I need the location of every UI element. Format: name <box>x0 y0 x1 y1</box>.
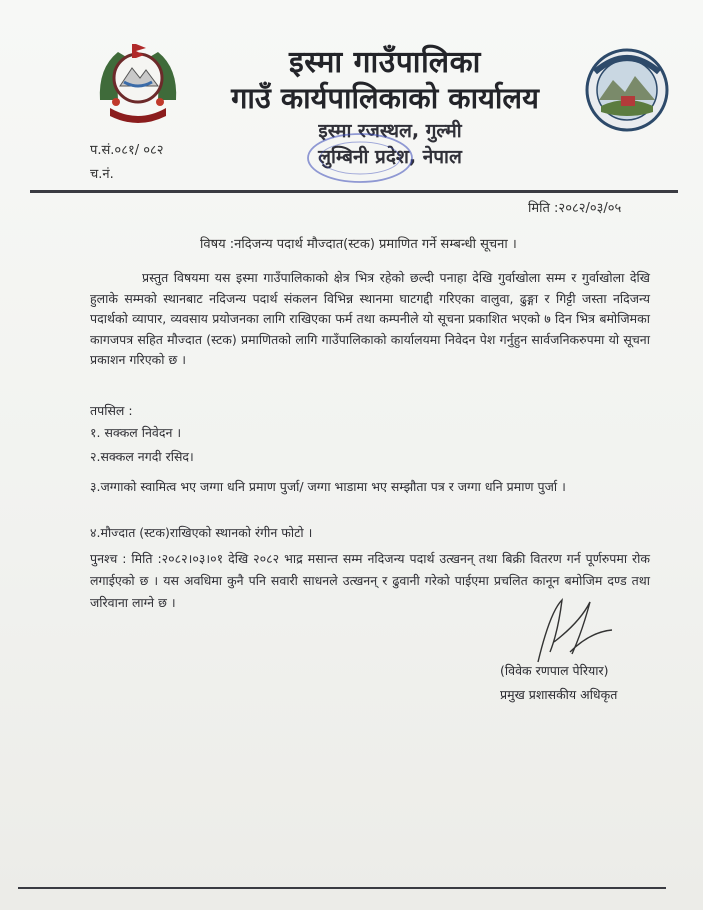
notice-body-text: प्रस्तुत विषयमा यस इस्मा गाउँपालिकाको क्षेत्र भित्र रहेको छल्दी पनाहा देखि गुर्वाखोला सम्म र गुर्वाखोला देखि हुलाके सम्मको स्थानबाट नदिजन्य पदार्थ संकलन विभिन्न स्थानमा घाटगद्दी गरिएका वालुवा, ढुङ्गा र गिट्टी जस्ता नदिजन्य पदार्थको व्यापार, व्यवसाय प्रयोजनका लागि राखिएका फर्म तथा कम्पनीले यो सूचना प्रकाशित भएको ७ दिन भित्र बमोजिमका कागजपत्र सहित मौज्दात (स्टक) प्रमाणितको लागि गाउँपालिकाको कार्यालयमा निवेदन पेश गर्नुहुन सार्वजनिकरुपमा यो सूचना प्रकाशन गरिएको छ । <box>90 270 650 367</box>
list-heading: तपसिल : <box>90 403 133 418</box>
footer-divider <box>18 887 666 889</box>
signatory-name: (विवेक रणपाल पेरियार) <box>500 663 609 678</box>
ismaa-municipality-seal-icon <box>585 48 669 132</box>
list-item: ३.जग्गाको स्वामित्व भए जग्गा धनि प्रमाण पुर्जा/ जग्गा भाडामा भए सम्झौता पत्र र जग्गा धनि प्रमाण पुर्जा । <box>90 479 566 494</box>
address-line-1: इस्मा रजस्थल, गुल्मी <box>318 120 462 142</box>
notice-body <box>90 268 650 371</box>
office-name: गाउँ कार्यपालिकाको कार्यालय <box>231 81 539 115</box>
signatory-title: प्रमुख प्रशासकीय अधिकृत <box>500 687 618 702</box>
reference-number: प.सं.०८१/ ०८२ <box>90 143 164 158</box>
dispatch-number: च.नं. <box>90 167 114 182</box>
address-line-2: लुम्बिनी प्रदेश, नेपाल <box>318 146 462 168</box>
notice-subject: विषय :नदिजन्य पदार्थ मौज्दात(स्टक) प्रमाणित गर्ने सम्बन्धी सूचना । <box>200 237 517 252</box>
nepal-emblem-icon <box>88 38 188 130</box>
header-divider <box>30 190 678 193</box>
office-rubber-stamp <box>300 128 420 188</box>
postscript: पुनश्च : मिति :२०८२।०३।०१ देखि २०८२ भाद्र मसान्त सम्म नदिजन्य पदार्थ उत्खनन् तथा बिक्री वितरण गर्न पूर्णरुपमा रोक लगाईएको छ । यस अवधिमा कुनै पनि सवारी साधनले उत्खनन् र ढुवानी गरेको पाईएमा प्रचलित कानून बमोजिम दण्ड तथा जरिवाना लाग्ने छ । <box>90 551 650 610</box>
list-item: ४.मौज्दात (स्टक)राखिएको स्थानको रंगीन फोटो । <box>90 525 313 540</box>
list-item: २.सक्कल नगदी रसिद। <box>90 449 194 464</box>
signature <box>520 592 620 670</box>
list-item: १. सक्कल निवेदन । <box>90 425 182 440</box>
municipality-name: इस्मा गाउँपालिका <box>289 45 481 80</box>
notice-date: मिति :२०८२/०३/०५ <box>528 201 622 216</box>
